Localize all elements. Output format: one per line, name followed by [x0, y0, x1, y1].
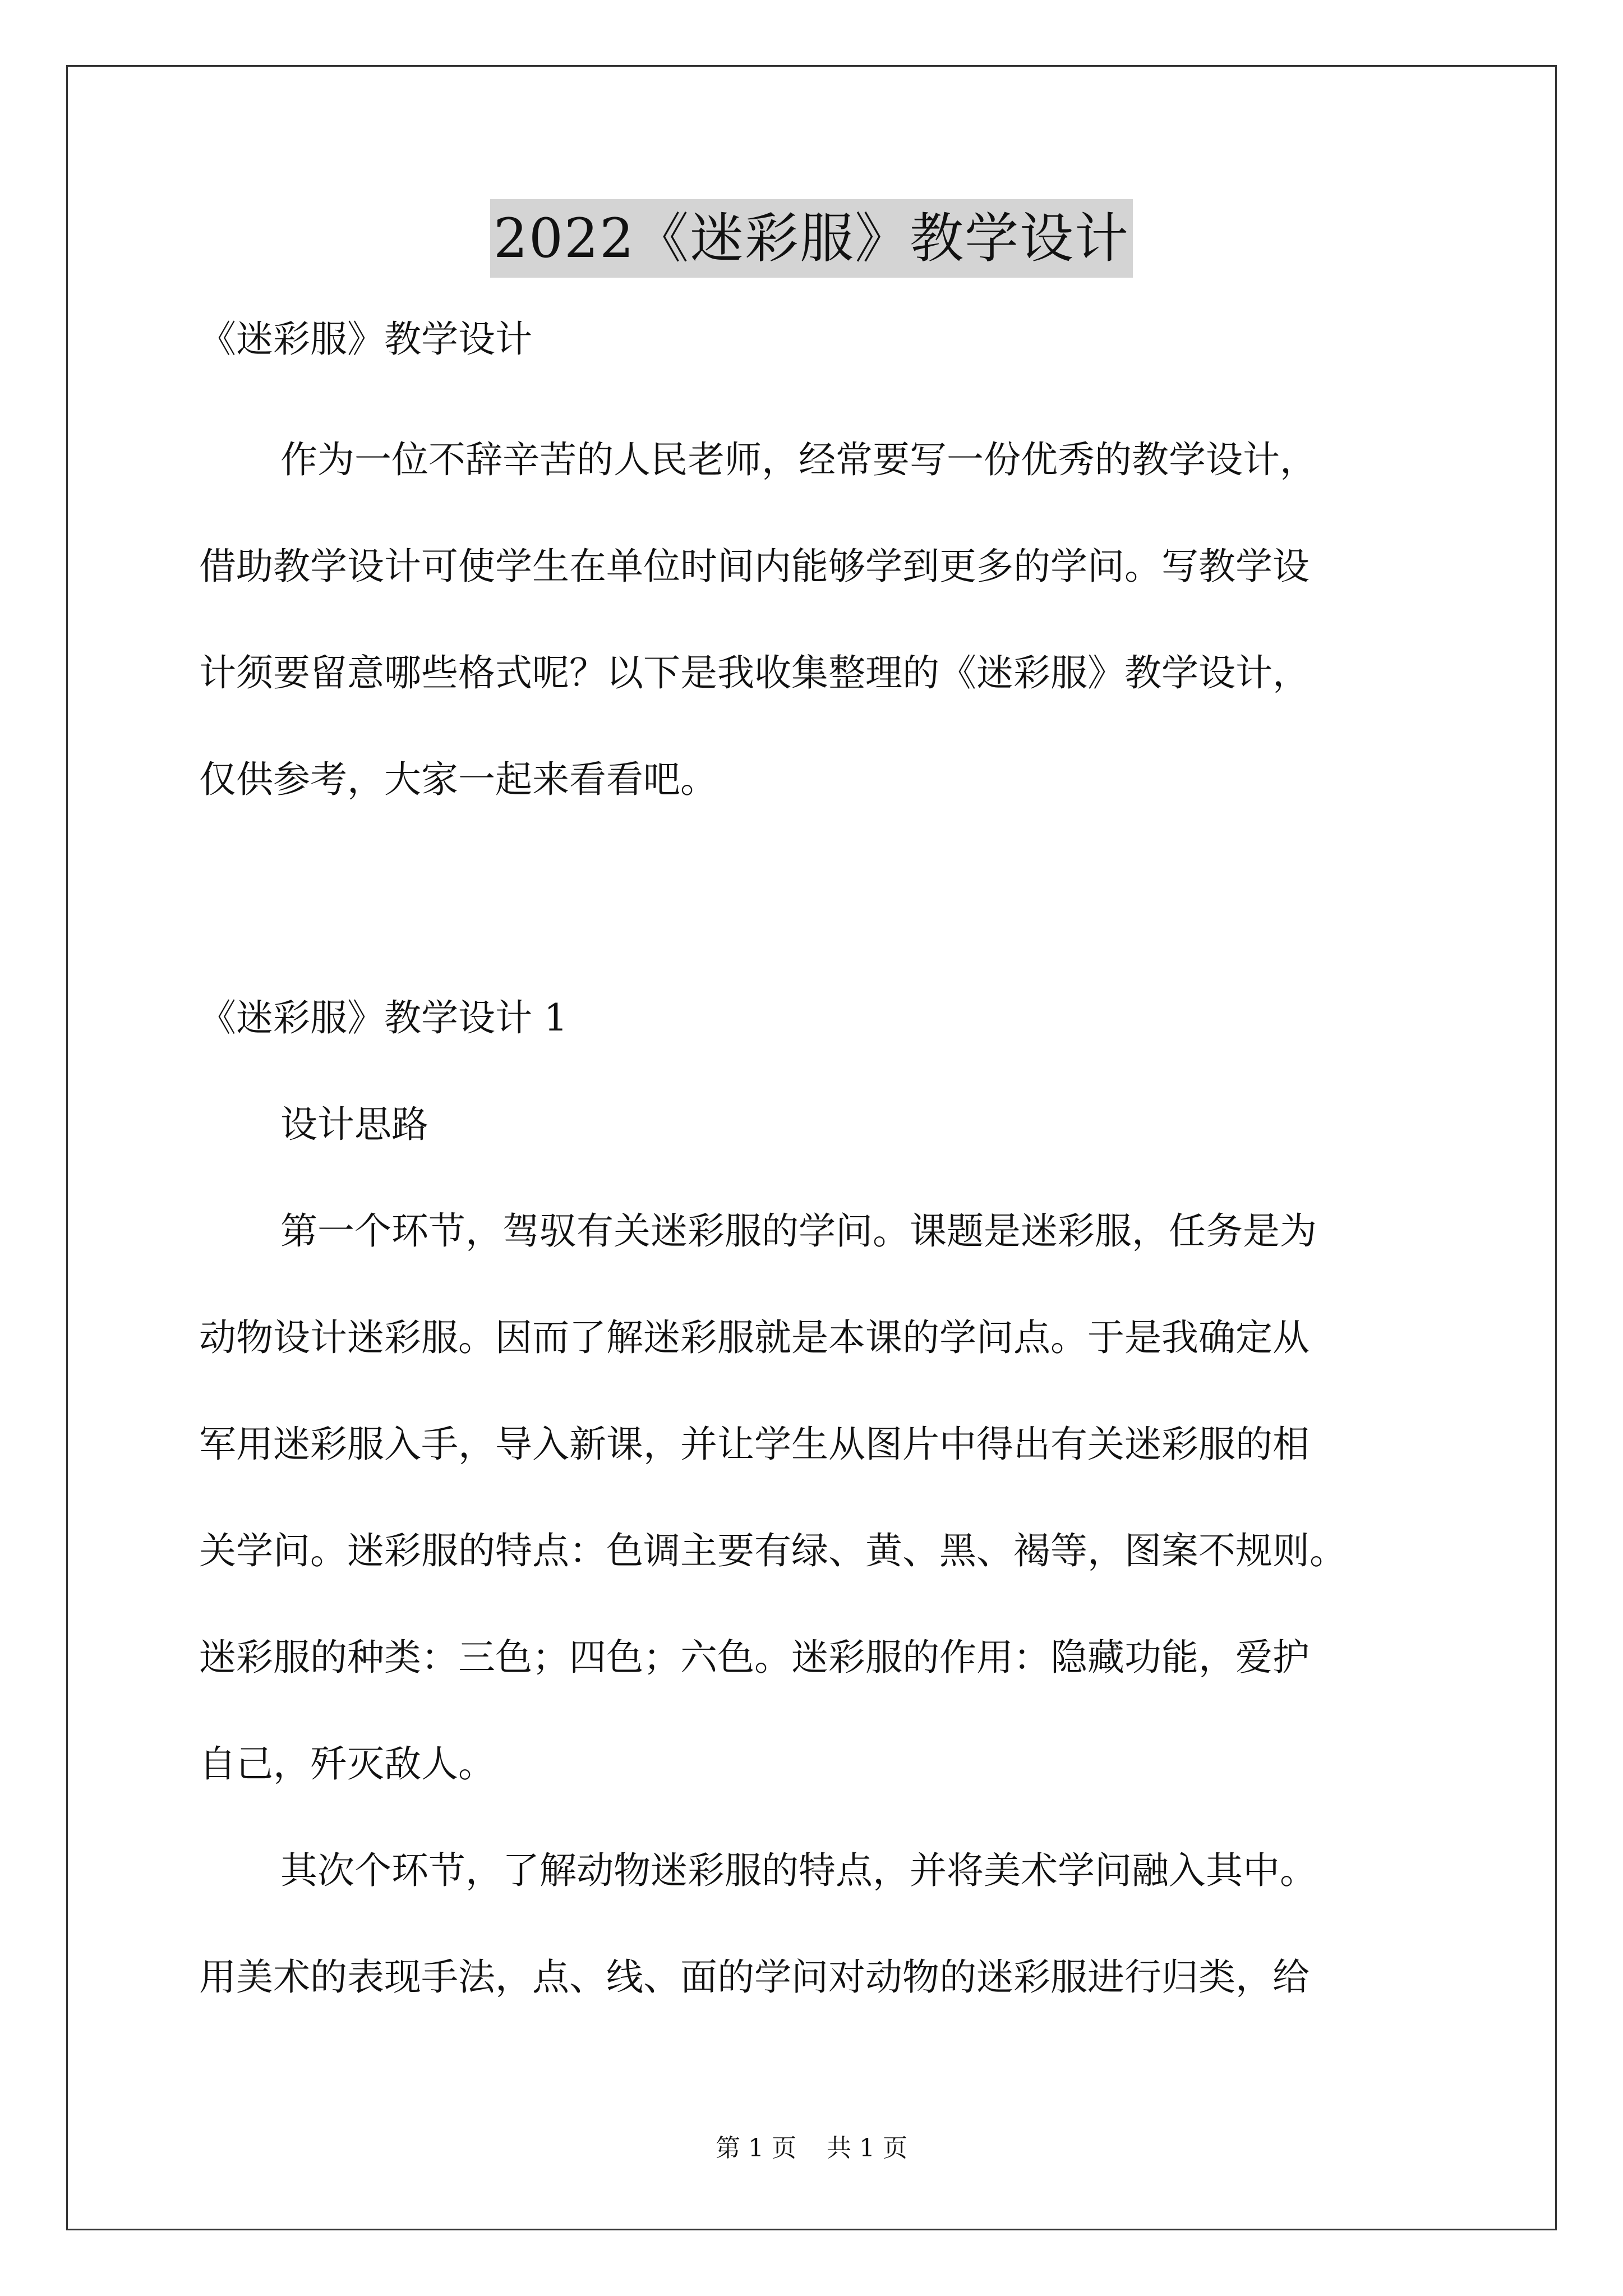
- paragraph-line: 迷彩服的种类：三色；四色；六色。迷彩服的作用：隐藏功能，爱护: [199, 1636, 1310, 1679]
- paragraph-line: 借助教学设计可使学生在单位时间内能够学到更多的学问。写教学设: [199, 545, 1310, 588]
- section-heading: 《迷彩服》教学设计 1: [199, 996, 568, 1039]
- paragraph-line: 计须要留意哪些格式呢？以下是我收集整理的《迷彩服》教学设计，: [199, 651, 1310, 694]
- paragraph-line: 仅供参考，大家一起来看看吧。: [199, 758, 717, 801]
- paragraph-line: 自己，歼灭敌人。: [199, 1742, 495, 1786]
- paragraph-line: 其次个环节，了解动物迷彩服的特点，并将美术学问融入其中。: [280, 1849, 1317, 1892]
- paragraph-line: 第一个环节，驾驭有关迷彩服的学问。课题是迷彩服，任务是为: [280, 1209, 1317, 1253]
- paragraph-line: 关学问。迷彩服的特点：色调主要有绿、黄、黑、褐等，图案不规则。: [199, 1529, 1347, 1572]
- paragraph-line: 军用迷彩服入手，导入新课，并让学生从图片中得出有关迷彩服的相: [199, 1423, 1310, 1466]
- paragraph-line: 用美术的表现手法，点、线、面的学问对动物的迷彩服进行归类，给: [199, 1955, 1310, 1999]
- paragraph-line: 动物设计迷彩服。因而了解迷彩服就是本课的学问点。于是我确定从: [199, 1316, 1310, 1359]
- document-title: 2022《迷彩服》教学设计: [490, 199, 1133, 278]
- page-total: 共 1 页: [827, 2134, 907, 2162]
- subtitle-line: 《迷彩服》教学设计: [199, 318, 532, 361]
- paragraph-line: 作为一位不辞辛苦的人民老师，经常要写一份优秀的教学设计，: [280, 438, 1317, 481]
- title-container: [0, 199, 1623, 278]
- page-number: 第 1 页: [716, 2134, 796, 2162]
- subsection-heading: 设计思路: [280, 1103, 428, 1146]
- page-footer: [0, 2132, 1623, 2165]
